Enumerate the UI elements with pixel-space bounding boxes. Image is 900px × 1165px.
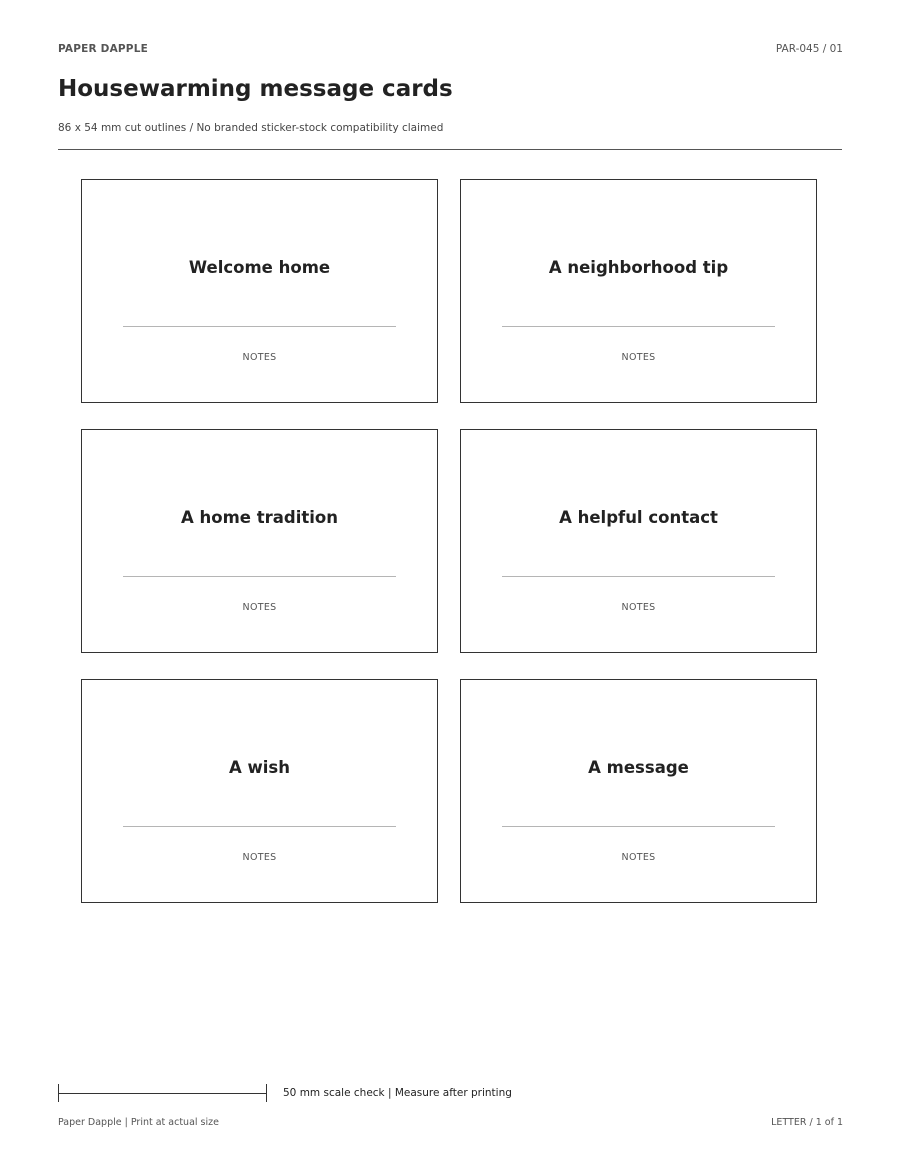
- message-card-message: [460, 679, 817, 903]
- card-notes-label: NOTES: [242, 352, 277, 363]
- brand-name: PAPER DAPPLE: [58, 43, 148, 55]
- message-card-welcome-home: [81, 179, 438, 403]
- card-writing-line: [123, 826, 396, 827]
- page-subtitle: 86 x 54 mm cut outlines / No branded sticker-stock compatibility claimed: [58, 122, 444, 134]
- card-title: A helpful contact: [559, 508, 718, 527]
- scale-bar-right-tick: [266, 1084, 267, 1102]
- card-writing-line: [502, 826, 775, 827]
- footer-page-info: LETTER / 1 of 1: [771, 1117, 843, 1128]
- message-card-helpful-contact: [460, 429, 817, 653]
- card-notes-label: NOTES: [621, 352, 656, 363]
- card-notes-label: NOTES: [242, 602, 277, 613]
- card-title: A message: [588, 758, 689, 777]
- message-card-neighborhood-tip: [460, 179, 817, 403]
- footer-print-note: Paper Dapple | Print at actual size: [58, 1117, 219, 1128]
- message-card-home-tradition: [81, 429, 438, 653]
- document-code: PAR-045 / 01: [775, 43, 843, 55]
- card-writing-line: [123, 326, 396, 327]
- page-title: Housewarming message cards: [58, 76, 453, 102]
- card-writing-line: [123, 576, 396, 577]
- card-notes-label: NOTES: [621, 602, 656, 613]
- card-title: A wish: [229, 758, 290, 777]
- header-divider: [58, 149, 842, 150]
- scale-check-label: 50 mm scale check | Measure after printing: [283, 1087, 512, 1099]
- card-notes-label: NOTES: [242, 852, 277, 863]
- message-card-wish: [81, 679, 438, 903]
- card-writing-line: [502, 326, 775, 327]
- card-writing-line: [502, 576, 775, 577]
- scale-bar-line: [58, 1093, 267, 1094]
- card-notes-label: NOTES: [621, 852, 656, 863]
- card-title: A home tradition: [181, 508, 338, 527]
- scale-check-bar: [58, 1084, 267, 1102]
- card-title: A neighborhood tip: [548, 258, 729, 277]
- card-title: Welcome home: [188, 258, 331, 277]
